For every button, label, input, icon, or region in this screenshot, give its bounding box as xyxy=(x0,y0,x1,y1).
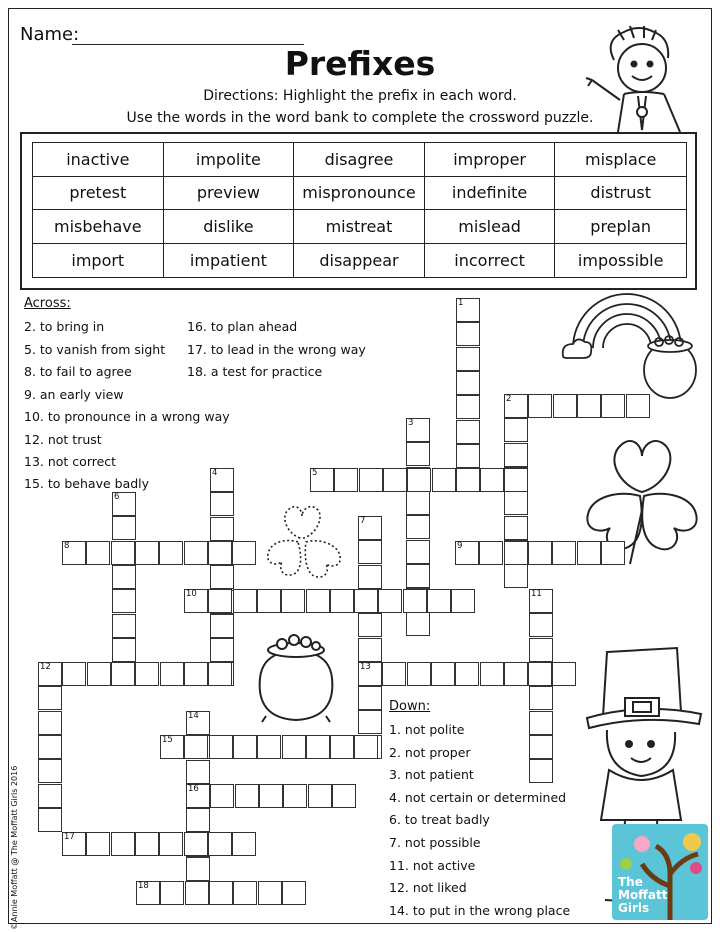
crossword-cell[interactable] xyxy=(528,662,552,686)
crossword-cell[interactable] xyxy=(210,565,234,589)
crossword-cell[interactable] xyxy=(135,541,159,565)
boy-pointing-illustration xyxy=(584,20,704,135)
crossword-cell[interactable] xyxy=(186,808,210,832)
across-heading: Across: xyxy=(24,296,71,311)
crossword-cell[interactable] xyxy=(330,735,354,759)
word-bank-word: impatient xyxy=(164,244,295,278)
crossword-cell[interactable] xyxy=(184,832,208,856)
across-clue: 15. to behave badly xyxy=(24,476,150,491)
page-title: Prefixes xyxy=(284,44,436,83)
crossword-cell[interactable] xyxy=(382,662,406,686)
crossword-cell[interactable] xyxy=(456,347,480,371)
crossword-cell[interactable] xyxy=(159,832,183,856)
across-clue: 8. to fail to agree xyxy=(24,364,132,379)
across-clue: 12. not trust xyxy=(24,432,102,447)
crossword-cell[interactable] xyxy=(359,468,383,492)
crossword-cell[interactable] xyxy=(358,540,382,564)
crossword-clue-number: 1 xyxy=(458,298,464,308)
word-bank-word: disappear xyxy=(294,244,425,278)
crossword-clue-number: 11 xyxy=(531,589,542,599)
crossword-cell[interactable] xyxy=(358,710,382,734)
crossword-cell[interactable] xyxy=(184,735,208,759)
crossword-cell[interactable] xyxy=(529,711,553,735)
down-clue: 12. not liked xyxy=(389,880,467,896)
across-clue: 18. a test for practice xyxy=(187,364,323,379)
down-clue: 6. to treat badly xyxy=(389,812,490,828)
logo-line-1: The xyxy=(618,875,643,889)
instructions-text: Use the words in the word bank to complete the crossword puzzle. xyxy=(126,110,594,126)
word-bank-word: preplan xyxy=(555,210,686,244)
word-bank-word: impolite xyxy=(164,143,295,177)
crossword-cell[interactable] xyxy=(185,881,209,905)
crossword-cell[interactable] xyxy=(112,516,136,540)
crossword-cell[interactable] xyxy=(38,735,62,759)
word-bank-word: mistreat xyxy=(294,210,425,244)
down-clue: 1. not polite xyxy=(389,722,465,737)
crossword-cell[interactable] xyxy=(111,832,135,856)
word-bank-word: impossible xyxy=(577,250,664,270)
across-clue: 10. to pronounce in a wrong way xyxy=(24,409,230,424)
crossword-cell[interactable] xyxy=(232,832,256,856)
crossword-cell[interactable] xyxy=(529,759,553,783)
crossword-cell[interactable] xyxy=(406,491,430,515)
crossword-clue-number: 12 xyxy=(40,662,51,672)
crossword-cell[interactable] xyxy=(112,589,136,613)
crossword-cell[interactable] xyxy=(235,784,259,808)
crossword-cell[interactable] xyxy=(332,784,356,808)
crossword-clue-number: 18 xyxy=(138,881,149,891)
crossword-cell[interactable] xyxy=(233,589,257,613)
crossword-cell[interactable] xyxy=(479,541,503,565)
crossword-cell[interactable] xyxy=(406,540,430,564)
crossword-cell[interactable] xyxy=(406,442,430,466)
crossword-cell[interactable] xyxy=(112,638,136,662)
crossword-cell[interactable] xyxy=(529,638,553,662)
crossword-cell[interactable] xyxy=(407,662,431,686)
word-bank-word: misbehave xyxy=(33,210,164,244)
crossword-cell[interactable] xyxy=(456,371,480,395)
crossword-cell[interactable] xyxy=(160,662,184,686)
crossword-cell[interactable] xyxy=(86,832,110,856)
across-clue: 5. to vanish from sight xyxy=(24,342,166,357)
name-label: Name: xyxy=(20,24,80,45)
crossword-clue-number: 13 xyxy=(360,662,371,672)
crossword-cell[interactable] xyxy=(306,589,330,613)
crossword-clue-number: 10 xyxy=(186,589,197,599)
word-bank-word: pretest xyxy=(33,177,164,211)
crossword-cell[interactable] xyxy=(431,662,455,686)
crossword-cell[interactable] xyxy=(529,613,553,637)
word-bank-word: preview xyxy=(164,177,295,211)
crossword-cell[interactable] xyxy=(283,784,307,808)
crossword-cell[interactable] xyxy=(210,638,234,662)
down-heading: Down: xyxy=(389,699,431,714)
word-bank-word: misplace xyxy=(555,143,686,177)
crossword-cell[interactable] xyxy=(86,541,110,565)
word-bank-word: disagree xyxy=(294,143,425,177)
crossword-cell[interactable] xyxy=(455,662,479,686)
crossword-cell[interactable] xyxy=(135,662,159,686)
crossword-clue-number: 7 xyxy=(360,516,366,526)
crossword-clue-number: 2 xyxy=(506,394,512,404)
crossword-clue-number: 4 xyxy=(212,468,218,478)
moffatt-girls-logo xyxy=(612,824,708,920)
crossword-cell[interactable] xyxy=(38,808,62,832)
crossword-cell[interactable] xyxy=(210,492,234,516)
crossword-cell[interactable] xyxy=(528,541,552,565)
crossword-cell[interactable] xyxy=(504,418,528,442)
across-clue: 9. an early view xyxy=(24,387,124,402)
across-clue: 13. not correct xyxy=(24,454,117,469)
crossword-clue-number: 16 xyxy=(188,784,199,794)
crossword-cell[interactable] xyxy=(480,662,504,686)
crossword-cell[interactable] xyxy=(184,662,208,686)
crossword-cell[interactable] xyxy=(184,541,208,565)
crossword-cell[interactable] xyxy=(210,784,234,808)
crossword-cell[interactable] xyxy=(334,468,358,492)
crossword-cell[interactable] xyxy=(111,541,135,565)
crossword-cell[interactable] xyxy=(577,394,601,418)
crossword-cell[interactable] xyxy=(553,394,577,418)
word-bank-word: mislead xyxy=(425,210,556,244)
crossword-cell[interactable] xyxy=(308,784,332,808)
crossword-cell[interactable] xyxy=(427,589,451,613)
crossword-cell[interactable] xyxy=(135,832,159,856)
word-bank xyxy=(20,132,697,290)
crossword-cell[interactable] xyxy=(257,735,281,759)
crossword-cell[interactable] xyxy=(407,468,431,492)
crossword-cell[interactable] xyxy=(160,881,184,905)
crossword-cell[interactable] xyxy=(456,322,480,346)
crossword-cell[interactable] xyxy=(186,760,210,784)
logo-line-3: Girls xyxy=(618,901,650,915)
rainbow-pot-illustration xyxy=(555,290,705,405)
crossword-cell[interactable] xyxy=(577,541,601,565)
small-shamrock-illustration xyxy=(262,498,352,583)
crossword-cell[interactable] xyxy=(233,881,257,905)
logo-line-2: Moffatt xyxy=(618,888,668,902)
pot-of-gold-illustration xyxy=(252,628,342,723)
word-bank-word: improper xyxy=(425,143,556,177)
word-bank-word: dislike xyxy=(164,210,295,244)
down-clue: 3. not patient xyxy=(389,767,474,783)
word-bank-word: mispronounce xyxy=(294,177,425,211)
crossword-cell[interactable] xyxy=(233,735,257,759)
across-clue: 17. to lead in the wrong way xyxy=(187,342,366,357)
crossword-cell[interactable] xyxy=(358,638,382,662)
word-bank-grid xyxy=(32,142,687,278)
crossword-cell[interactable] xyxy=(406,564,430,588)
crossword-cell[interactable] xyxy=(504,443,528,467)
crossword-cell[interactable] xyxy=(354,735,378,759)
crossword-cell[interactable] xyxy=(259,784,283,808)
crossword-cell[interactable] xyxy=(358,613,382,637)
word-bank-word: inactive xyxy=(33,143,164,177)
crossword-cell[interactable] xyxy=(208,589,232,613)
crossword-cell[interactable] xyxy=(529,735,553,759)
crossword-clue-number: 8 xyxy=(64,541,70,551)
crossword-cell[interactable] xyxy=(38,759,62,783)
crossword-cell[interactable] xyxy=(552,541,576,565)
crossword-cell[interactable] xyxy=(232,541,256,565)
crossword-cell[interactable] xyxy=(159,541,183,565)
across-clue: 2. to bring in xyxy=(24,319,105,334)
crossword-cell[interactable] xyxy=(456,468,480,492)
crossword-cell[interactable] xyxy=(456,420,480,444)
crossword-cell[interactable] xyxy=(601,394,625,418)
crossword-cell[interactable] xyxy=(456,395,480,419)
crossword-cell[interactable] xyxy=(306,735,330,759)
directions-text: Directions: Highlight the prefix in each word. xyxy=(203,88,517,104)
crossword-clue-number: 17 xyxy=(64,832,75,842)
crossword-cell[interactable] xyxy=(38,784,62,808)
crossword-cell[interactable] xyxy=(406,612,430,636)
down-clue: 2. not proper xyxy=(389,744,471,760)
crossword-cell[interactable] xyxy=(358,686,382,710)
down-clue: 4. not certain or determined xyxy=(389,789,567,805)
crossword-cell[interactable] xyxy=(378,589,402,613)
crossword-cell[interactable] xyxy=(451,589,475,613)
crossword-cell[interactable] xyxy=(480,468,504,492)
crossword-cell[interactable] xyxy=(528,394,552,418)
crossword-cell[interactable] xyxy=(504,564,528,588)
crossword-clue-number: 5 xyxy=(312,468,318,478)
crossword-cell[interactable] xyxy=(282,735,306,759)
crossword-clue-number: 14 xyxy=(188,711,199,721)
crossword-cell[interactable] xyxy=(258,881,282,905)
down-clue: 11. not active xyxy=(389,857,476,873)
crossword-cell[interactable] xyxy=(38,686,62,710)
crossword-cell[interactable] xyxy=(209,735,233,759)
crossword-cell[interactable] xyxy=(210,517,234,541)
crossword-cell[interactable] xyxy=(552,662,576,686)
crossword-clue-number: 9 xyxy=(457,541,463,551)
crossword-cell[interactable] xyxy=(38,711,62,735)
crossword-cell[interactable] xyxy=(208,832,232,856)
word-bank-word: incorrect xyxy=(425,244,556,278)
copyright-credit: ©Annie Moffatt @ The Moffatt Girls 2016 xyxy=(10,765,19,930)
word-bank-word: distrust xyxy=(555,177,686,211)
crossword-cell[interactable] xyxy=(111,662,135,686)
crossword-cell[interactable] xyxy=(112,565,136,589)
crossword-cell[interactable] xyxy=(208,662,232,686)
crossword-cell[interactable] xyxy=(209,881,233,905)
crossword-cell[interactable] xyxy=(504,516,528,540)
crossword-cell[interactable] xyxy=(186,857,210,881)
crossword-cell[interactable] xyxy=(354,589,378,613)
crossword-cell[interactable] xyxy=(601,541,625,565)
crossword-cell[interactable] xyxy=(383,468,407,492)
word-bank-word: indefinite xyxy=(425,177,556,211)
down-clue: 7. not possible xyxy=(389,835,481,850)
across-clue: 16. to plan ahead xyxy=(187,319,298,334)
crossword-cell[interactable] xyxy=(504,541,528,565)
crossword-clue-number: 3 xyxy=(408,418,414,428)
down-clue: 14. to put in the wrong place xyxy=(389,902,571,918)
crossword-cell[interactable] xyxy=(257,589,281,613)
crossword-cell[interactable] xyxy=(62,662,86,686)
word-bank-word: import xyxy=(33,244,164,278)
crossword-cell[interactable] xyxy=(282,881,306,905)
crossword-cell[interactable] xyxy=(406,515,430,539)
crossword-cell[interactable] xyxy=(504,662,528,686)
crossword-cell[interactable] xyxy=(504,468,528,492)
crossword-cell[interactable] xyxy=(504,491,528,515)
crossword-cell[interactable] xyxy=(281,589,305,613)
crossword-cell[interactable] xyxy=(358,565,382,589)
crossword-cell[interactable] xyxy=(403,589,427,613)
crossword-cell[interactable] xyxy=(626,394,650,418)
crossword-cell[interactable] xyxy=(529,686,553,710)
crossword-cell[interactable] xyxy=(330,589,354,613)
crossword-cell[interactable] xyxy=(112,614,136,638)
crossword-cell[interactable] xyxy=(456,444,480,468)
crossword-cell[interactable] xyxy=(87,662,111,686)
crossword-clue-number: 15 xyxy=(162,735,173,745)
crossword-cell[interactable] xyxy=(210,614,234,638)
crossword-clue-number: 6 xyxy=(114,492,120,502)
crossword-cell[interactable] xyxy=(208,541,232,565)
crossword-cell[interactable] xyxy=(432,468,456,492)
